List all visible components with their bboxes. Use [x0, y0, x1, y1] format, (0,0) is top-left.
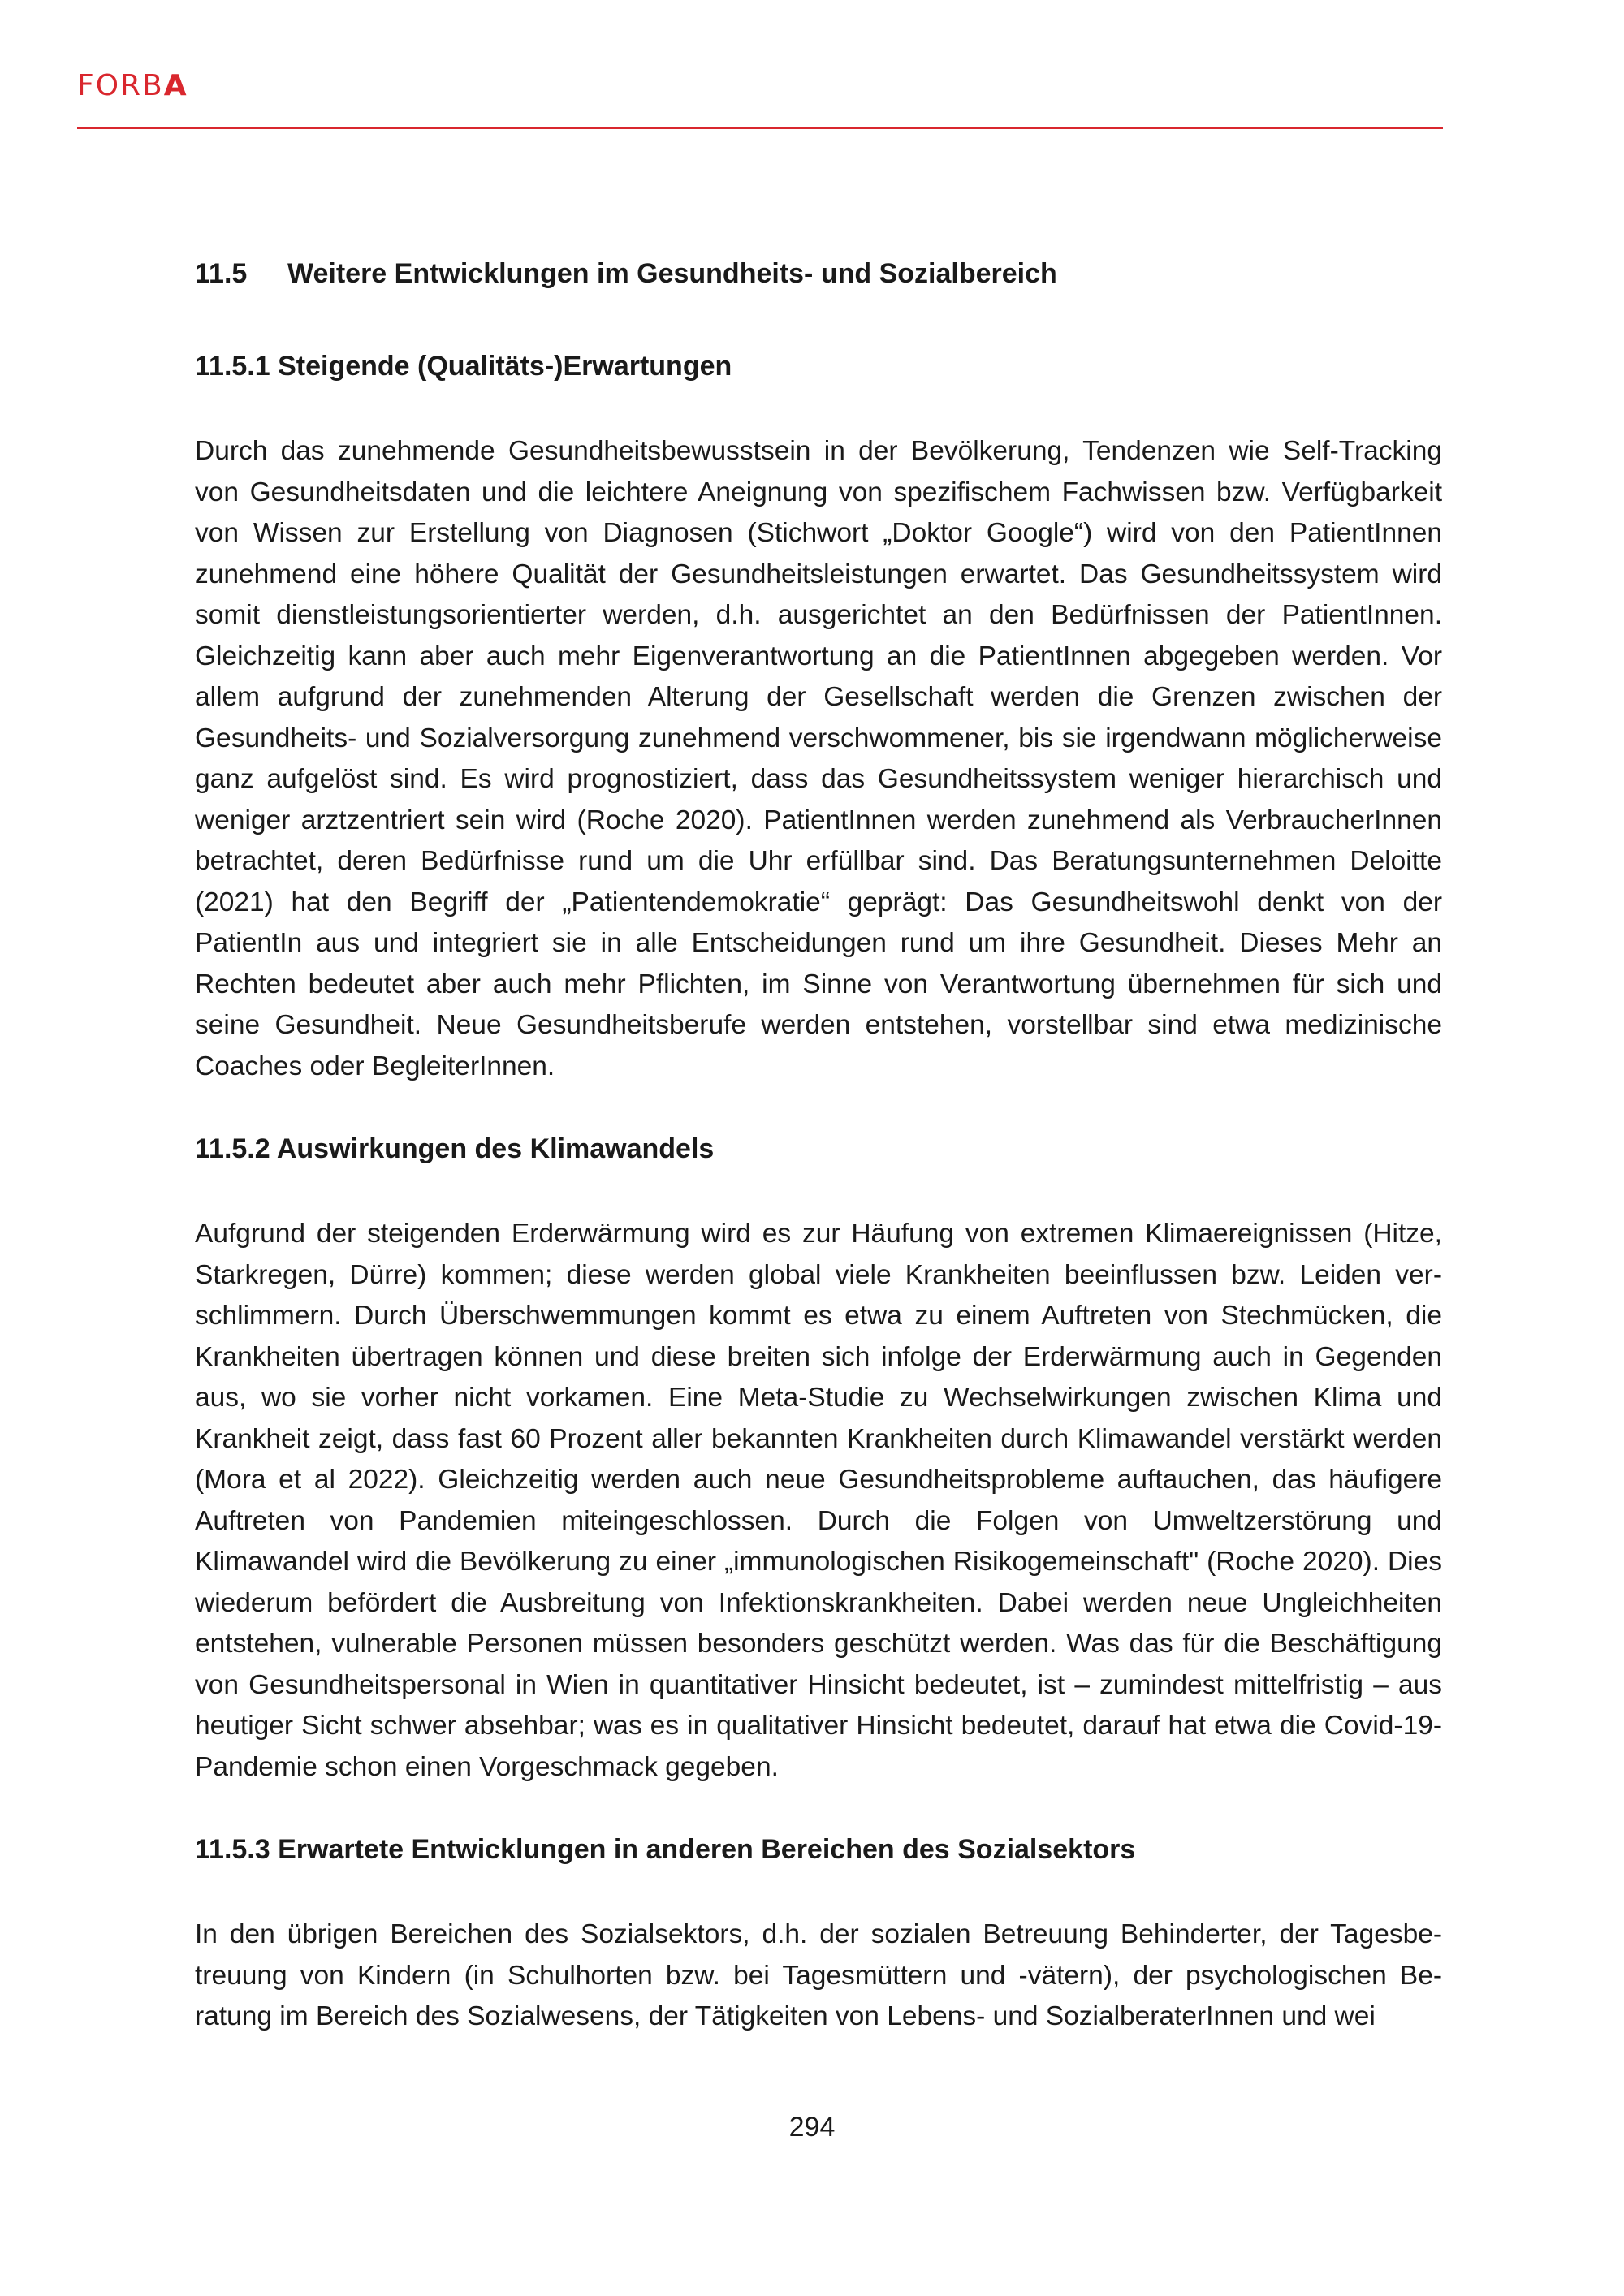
subsection-body-3: In den übrigen Bereichen des Sozialsektors, d.h. der sozialen Betreuung Behinderter, der Tagesbetreuung von Kindern (in Schulhorten bzw. bei Tagesmüttern und -vätern), der psychologischen Beratung im Bereich des Sozialwesens, der Tätigkeiten von Lebens- und SozialberaterInnen und wei	[195, 1919, 1442, 2031]
logo-text-bold: A	[163, 69, 188, 102]
subsection-heading-3: 11.5.3 Erwartete Entwicklungen in anderen Bereichen des Sozialsektors	[195, 1834, 1136, 1865]
logo-text-regular: FORB	[77, 69, 164, 102]
subsection-body-1: Durch das zunehmende Gesundheitsbewusstsein in der Bevölkerung, Tendenzen wie Self-Tracking von Gesundheitsdaten und die leichtere Aneignung von spezifischem Fachwissen bzw. Verfügbarkeit von Wissen zur Erstellung von Diagnosen (Stichwort „Doktor Google“) wird von den PatientInnen zunehmend eine höhere Qualität der Gesundheitsleistungen erwartet. Das Gesundheitssystem wird somit dienstleistungsorientierter werden, d.h. ausgerichtet an den Bedürfnissen der PatientInnen. Gleichzeitig kann aber auch mehr Eigenverantwortung an die PatientInnen abgegeben werden. Vor allem aufgrund der zunehmenden Alterung der Gesellschaft werden die Grenzen zwischen der Gesundheits- und Sozialversorgung zunehmend verschwommener, bis sie irgendwann möglicherweise ganz aufgelöst sind. Es wird prognostiziert, dass das Gesundheitssystem weniger hierarchisch und weniger arztzentriert sein wird (Roche 2020). PatientInnen werden zunehmend als VerbraucherInnen betrachtet, deren Bedürfnisse rund um die Uhr erfüllbar sind. Das Beratungsunternehmen Deloitte (2021) hat den Begriff der „Patientendemokratie“ geprägt: Das Gesundheitswohl denkt von der PatientIn aus und integriert sie in alle Entscheidungen rund um ihre Gesundheit. Dieses Mehr an Rechten bedeutet aber auch mehr Pflichten, im Sinne von Verantwortung übernehmen für sich und seine Gesundheit. Neue Gesundheitsberufe werden entstehen, vorstellbar sind etwa medizinische Coaches oder BegleiterInnen.	[195, 436, 1442, 1081]
subsection-heading-2: 11.5.2 Auswirkungen des Klimawandels	[195, 1133, 715, 1164]
page-content	[195, 253, 1442, 2038]
section-heading	[195, 253, 1442, 294]
subsection-body-2: Aufgrund der steigenden Erderwärmung wird es zur Häufung von extremen Klimaereignissen (Hitze, Starkregen, Dürre) kommen; diese werden global viele Krankheiten beeinflussen bzw. Leiden verschlimmern. Durch Überschwemmungen kommt es etwa zu einem Auftreten von Stechmücken, die Krankheiten übertragen können und diese breiten sich infolge der Erderwärmung auch in Gegenden aus, wo sie vorher nicht vorkamen. Eine Meta-Studie zu Wechselwirkungen zwischen Klima und Krankheit zeigt, dass fast 60 Prozent aller bekannten Krankheiten durch Klimawandel verstärkt werden (Mora et al 2022). Gleichzeitig werden auch neue Gesundheitsprobleme auftauchen, das häufigere Auftreten von Pandemien miteingeschlossen. Durch die Folgen von Umweltzerstörung und Klimawandel wird die Bevölkerung zu einer „immunologischen Risikogemeinschaft" (Roche 2020). Dies wiederum befördert die Ausbreitung von Infektionskrankheiten. Dabei werden neue Ungleichheiten entstehen, vulnerable Personen müssen besonders geschützt werden. Was das für die Beschäftigung von Gesundheitspersonal in Wien in quantitativer Hinsicht bedeutet, ist – zumindest mittelfristig – aus heutiger Sicht schwer absehbar; was es in qualitativer Hinsicht bedeutet, darauf hat etwa die Covid-19-Pandemie schon einen Vorgeschmack gegeben.	[195, 1219, 1442, 1782]
page-number: 294	[788, 2112, 836, 2143]
subsection-heading-1: 11.5.1 Steigende (Qualitäts-)Erwartungen	[195, 351, 732, 382]
section-number: 11.5	[195, 258, 248, 289]
header-divider	[77, 127, 1443, 129]
forba-logo	[77, 71, 188, 101]
section-title: Weitere Entwicklungen im Gesundheits- und Sozialbereich	[287, 258, 1057, 289]
